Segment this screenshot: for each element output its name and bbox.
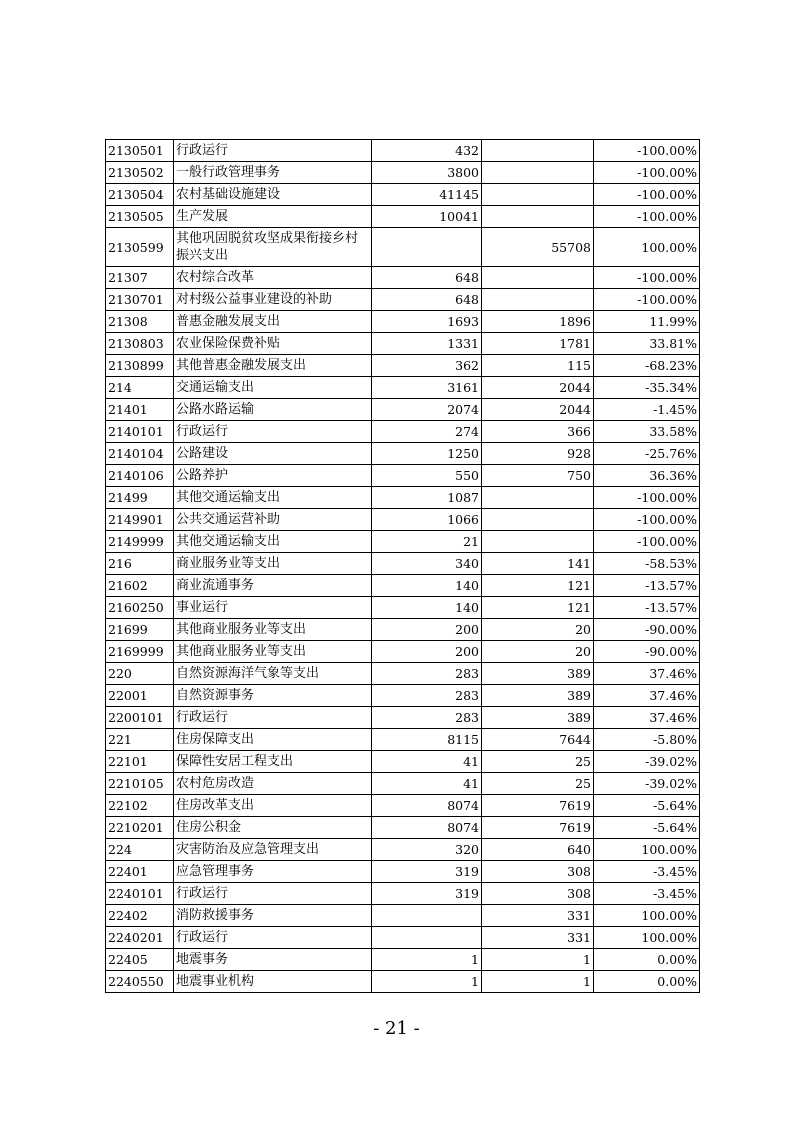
row-change-pct-cell: -13.57%: [594, 575, 700, 597]
row-name-cell: 行政运行: [174, 140, 372, 162]
row-prev-amount-cell: 1066: [372, 509, 482, 531]
table-row: [106, 443, 700, 465]
row-prev-amount-cell: 8115: [372, 729, 482, 751]
row-change-pct-cell: -100.00%: [594, 162, 700, 184]
row-prev-amount-cell: 283: [372, 663, 482, 685]
row-prev-amount-cell: 274: [372, 421, 482, 443]
row-change-pct-cell: -100.00%: [594, 509, 700, 531]
row-prev-amount-cell: 1: [372, 971, 482, 993]
row-change-pct-cell: -100.00%: [594, 267, 700, 289]
table-row: [106, 465, 700, 487]
row-name-cell: 其他巩固脱贫攻坚成果衔接乡村振兴支出: [174, 228, 372, 267]
row-curr-amount-cell: [482, 289, 594, 311]
row-curr-amount-cell: 389: [482, 685, 594, 707]
row-name-cell: 地震事业机构: [174, 971, 372, 993]
row-code-cell: 2149901: [106, 509, 174, 531]
row-name-cell: 其他交通运输支出: [174, 487, 372, 509]
row-code-cell: 2130899: [106, 355, 174, 377]
row-curr-amount-cell: 389: [482, 663, 594, 685]
row-code-cell: 2130701: [106, 289, 174, 311]
row-prev-amount-cell: 550: [372, 465, 482, 487]
row-change-pct-cell: 0.00%: [594, 971, 700, 993]
row-code-cell: 2149999: [106, 531, 174, 553]
table-row: [106, 619, 700, 641]
row-change-pct-cell: -90.00%: [594, 619, 700, 641]
row-code-cell: 21308: [106, 311, 174, 333]
row-code-cell: 2130502: [106, 162, 174, 184]
row-prev-amount-cell: 41145: [372, 184, 482, 206]
row-name-cell: 住房保障支出: [174, 729, 372, 751]
table-row: [106, 509, 700, 531]
table-row: [106, 641, 700, 663]
row-prev-amount-cell: 21: [372, 531, 482, 553]
row-curr-amount-cell: 7619: [482, 795, 594, 817]
table-row: [106, 355, 700, 377]
row-prev-amount-cell: 648: [372, 267, 482, 289]
row-name-cell: 一般行政管理事务: [174, 162, 372, 184]
row-prev-amount-cell: 1331: [372, 333, 482, 355]
row-curr-amount-cell: [482, 184, 594, 206]
row-prev-amount-cell: 41: [372, 773, 482, 795]
row-code-cell: 22102: [106, 795, 174, 817]
table-row: [106, 751, 700, 773]
table-row: [106, 184, 700, 206]
row-code-cell: 224: [106, 839, 174, 861]
table-row: [106, 311, 700, 333]
row-prev-amount-cell: 1087: [372, 487, 482, 509]
row-curr-amount-cell: 1: [482, 971, 594, 993]
row-name-cell: 对村级公益事业建设的补助: [174, 289, 372, 311]
row-prev-amount-cell: 319: [372, 861, 482, 883]
row-curr-amount-cell: 308: [482, 883, 594, 905]
table-row: [106, 333, 700, 355]
row-name-cell: 农业保险保费补贴: [174, 333, 372, 355]
row-prev-amount-cell: 283: [372, 707, 482, 729]
row-curr-amount-cell: 366: [482, 421, 594, 443]
row-code-cell: 22101: [106, 751, 174, 773]
row-name-cell: 自然资源事务: [174, 685, 372, 707]
row-code-cell: 2240201: [106, 927, 174, 949]
row-code-cell: 2210105: [106, 773, 174, 795]
row-change-pct-cell: -100.00%: [594, 531, 700, 553]
row-curr-amount-cell: 331: [482, 905, 594, 927]
row-prev-amount-cell: 3800: [372, 162, 482, 184]
table-body: [106, 140, 700, 993]
row-code-cell: 2130505: [106, 206, 174, 228]
table-row: [106, 663, 700, 685]
row-curr-amount-cell: 750: [482, 465, 594, 487]
row-change-pct-cell: -58.53%: [594, 553, 700, 575]
row-name-cell: 交通运输支出: [174, 377, 372, 399]
row-change-pct-cell: -3.45%: [594, 861, 700, 883]
row-change-pct-cell: 37.46%: [594, 663, 700, 685]
row-change-pct-cell: -100.00%: [594, 206, 700, 228]
row-name-cell: 生产发展: [174, 206, 372, 228]
row-change-pct-cell: 0.00%: [594, 949, 700, 971]
table-row: [106, 949, 700, 971]
row-prev-amount-cell: 200: [372, 619, 482, 641]
row-code-cell: 220: [106, 663, 174, 685]
table-row: [106, 795, 700, 817]
row-name-cell: 普惠金融发展支出: [174, 311, 372, 333]
row-change-pct-cell: -100.00%: [594, 289, 700, 311]
row-name-cell: 保障性安居工程支出: [174, 751, 372, 773]
row-change-pct-cell: -100.00%: [594, 184, 700, 206]
row-change-pct-cell: -1.45%: [594, 399, 700, 421]
row-code-cell: 22405: [106, 949, 174, 971]
row-curr-amount-cell: 1: [482, 949, 594, 971]
row-name-cell: 事业运行: [174, 597, 372, 619]
row-curr-amount-cell: 2044: [482, 377, 594, 399]
row-prev-amount-cell: 41: [372, 751, 482, 773]
row-curr-amount-cell: [482, 531, 594, 553]
table-row: [106, 773, 700, 795]
row-curr-amount-cell: [482, 140, 594, 162]
row-name-cell: 行政运行: [174, 927, 372, 949]
row-prev-amount-cell: 1: [372, 949, 482, 971]
row-curr-amount-cell: 7619: [482, 817, 594, 839]
row-name-cell: 其他商业服务业等支出: [174, 641, 372, 663]
row-code-cell: 22401: [106, 861, 174, 883]
table-row: [106, 289, 700, 311]
table-row: [106, 377, 700, 399]
row-change-pct-cell: -5.64%: [594, 795, 700, 817]
row-curr-amount-cell: [482, 162, 594, 184]
row-curr-amount-cell: 121: [482, 575, 594, 597]
row-curr-amount-cell: 25: [482, 773, 594, 795]
row-name-cell: 行政运行: [174, 421, 372, 443]
row-code-cell: 216: [106, 553, 174, 575]
row-prev-amount-cell: 1693: [372, 311, 482, 333]
table-row: [106, 421, 700, 443]
table-row: [106, 729, 700, 751]
row-prev-amount-cell: 432: [372, 140, 482, 162]
table-row: [106, 685, 700, 707]
row-name-cell: 应急管理事务: [174, 861, 372, 883]
row-curr-amount-cell: 115: [482, 355, 594, 377]
row-prev-amount-cell: 320: [372, 839, 482, 861]
row-code-cell: 2240550: [106, 971, 174, 993]
row-prev-amount-cell: 319: [372, 883, 482, 905]
row-change-pct-cell: -25.76%: [594, 443, 700, 465]
row-curr-amount-cell: 928: [482, 443, 594, 465]
row-change-pct-cell: 11.99%: [594, 311, 700, 333]
row-curr-amount-cell: 141: [482, 553, 594, 575]
row-curr-amount-cell: 25: [482, 751, 594, 773]
table-row: [106, 399, 700, 421]
row-change-pct-cell: -3.45%: [594, 883, 700, 905]
table-row: [106, 206, 700, 228]
row-code-cell: 2140101: [106, 421, 174, 443]
row-name-cell: 商业服务业等支出: [174, 553, 372, 575]
row-change-pct-cell: 33.58%: [594, 421, 700, 443]
row-name-cell: 公路建设: [174, 443, 372, 465]
budget-table: [105, 139, 700, 993]
row-name-cell: 公路养护: [174, 465, 372, 487]
table-row: [106, 162, 700, 184]
row-curr-amount-cell: 1781: [482, 333, 594, 355]
row-change-pct-cell: 100.00%: [594, 839, 700, 861]
row-code-cell: 2240101: [106, 883, 174, 905]
row-change-pct-cell: -39.02%: [594, 773, 700, 795]
row-change-pct-cell: 100.00%: [594, 905, 700, 927]
row-prev-amount-cell: 8074: [372, 817, 482, 839]
row-change-pct-cell: -35.34%: [594, 377, 700, 399]
table-row: [106, 267, 700, 289]
row-change-pct-cell: -100.00%: [594, 140, 700, 162]
row-name-cell: 行政运行: [174, 707, 372, 729]
table-row: [106, 839, 700, 861]
row-prev-amount-cell: 200: [372, 641, 482, 663]
row-curr-amount-cell: [482, 206, 594, 228]
row-code-cell: 21699: [106, 619, 174, 641]
row-name-cell: 其他交通运输支出: [174, 531, 372, 553]
row-change-pct-cell: 37.46%: [594, 707, 700, 729]
row-code-cell: 21499: [106, 487, 174, 509]
row-prev-amount-cell: 1250: [372, 443, 482, 465]
row-curr-amount-cell: [482, 509, 594, 531]
row-name-cell: 自然资源海洋气象等支出: [174, 663, 372, 685]
table-row: [106, 817, 700, 839]
table-row: [106, 140, 700, 162]
row-name-cell: 住房改革支出: [174, 795, 372, 817]
table-row: [106, 927, 700, 949]
row-change-pct-cell: -13.57%: [594, 597, 700, 619]
row-code-cell: 2210201: [106, 817, 174, 839]
row-prev-amount-cell: 340: [372, 553, 482, 575]
row-change-pct-cell: 33.81%: [594, 333, 700, 355]
row-name-cell: 农村基础设施建设: [174, 184, 372, 206]
table-row: [106, 905, 700, 927]
row-change-pct-cell: 36.36%: [594, 465, 700, 487]
row-name-cell: 公路水路运输: [174, 399, 372, 421]
row-name-cell: 商业流通事务: [174, 575, 372, 597]
row-code-cell: 2200101: [106, 707, 174, 729]
row-name-cell: 地震事务: [174, 949, 372, 971]
row-code-cell: 21602: [106, 575, 174, 597]
row-name-cell: 住房公积金: [174, 817, 372, 839]
row-code-cell: 2130504: [106, 184, 174, 206]
table-row: [106, 883, 700, 905]
row-curr-amount-cell: 389: [482, 707, 594, 729]
row-name-cell: 其他普惠金融发展支出: [174, 355, 372, 377]
row-prev-amount-cell: 2074: [372, 399, 482, 421]
row-code-cell: 2130599: [106, 228, 174, 267]
row-change-pct-cell: -100.00%: [594, 487, 700, 509]
row-code-cell: 21307: [106, 267, 174, 289]
row-curr-amount-cell: 640: [482, 839, 594, 861]
row-code-cell: 221: [106, 729, 174, 751]
row-curr-amount-cell: [482, 487, 594, 509]
row-change-pct-cell: -68.23%: [594, 355, 700, 377]
row-prev-amount-cell: 10041: [372, 206, 482, 228]
row-code-cell: 2140104: [106, 443, 174, 465]
table-row: [106, 553, 700, 575]
row-change-pct-cell: -5.64%: [594, 817, 700, 839]
row-curr-amount-cell: 121: [482, 597, 594, 619]
row-curr-amount-cell: 20: [482, 641, 594, 663]
row-curr-amount-cell: 2044: [482, 399, 594, 421]
row-change-pct-cell: 37.46%: [594, 685, 700, 707]
table-row: [106, 487, 700, 509]
row-prev-amount-cell: 140: [372, 575, 482, 597]
row-change-pct-cell: -90.00%: [594, 641, 700, 663]
row-name-cell: 其他商业服务业等支出: [174, 619, 372, 641]
row-code-cell: 2130501: [106, 140, 174, 162]
row-prev-amount-cell: 140: [372, 597, 482, 619]
row-code-cell: 214: [106, 377, 174, 399]
row-code-cell: 21401: [106, 399, 174, 421]
table-row: [106, 575, 700, 597]
row-name-cell: 行政运行: [174, 883, 372, 905]
table-row: [106, 861, 700, 883]
row-prev-amount-cell: [372, 905, 482, 927]
row-curr-amount-cell: 55708: [482, 228, 594, 267]
row-name-cell: 公共交通运营补助: [174, 509, 372, 531]
row-code-cell: 2140106: [106, 465, 174, 487]
row-curr-amount-cell: 308: [482, 861, 594, 883]
row-curr-amount-cell: 20: [482, 619, 594, 641]
row-code-cell: 22402: [106, 905, 174, 927]
row-prev-amount-cell: [372, 927, 482, 949]
row-name-cell: 灾害防治及应急管理支出: [174, 839, 372, 861]
row-code-cell: 2169999: [106, 641, 174, 663]
row-change-pct-cell: -39.02%: [594, 751, 700, 773]
row-prev-amount-cell: 8074: [372, 795, 482, 817]
row-prev-amount-cell: 3161: [372, 377, 482, 399]
row-change-pct-cell: 100.00%: [594, 927, 700, 949]
row-prev-amount-cell: 283: [372, 685, 482, 707]
row-code-cell: 2160250: [106, 597, 174, 619]
row-curr-amount-cell: 7644: [482, 729, 594, 751]
table-row: [106, 971, 700, 993]
row-change-pct-cell: 100.00%: [594, 228, 700, 267]
row-change-pct-cell: -5.80%: [594, 729, 700, 751]
row-code-cell: 22001: [106, 685, 174, 707]
row-name-cell: 农村综合改革: [174, 267, 372, 289]
table-row: [106, 531, 700, 553]
row-prev-amount-cell: [372, 228, 482, 267]
row-prev-amount-cell: 648: [372, 289, 482, 311]
row-curr-amount-cell: 1896: [482, 311, 594, 333]
table-row: [106, 597, 700, 619]
row-curr-amount-cell: [482, 267, 594, 289]
row-prev-amount-cell: 362: [372, 355, 482, 377]
row-code-cell: 2130803: [106, 333, 174, 355]
page-number: - 21 -: [373, 1018, 420, 1039]
row-name-cell: 消防救援事务: [174, 905, 372, 927]
table-row: [106, 228, 700, 267]
row-name-cell: 农村危房改造: [174, 773, 372, 795]
table-row: [106, 707, 700, 729]
row-curr-amount-cell: 331: [482, 927, 594, 949]
